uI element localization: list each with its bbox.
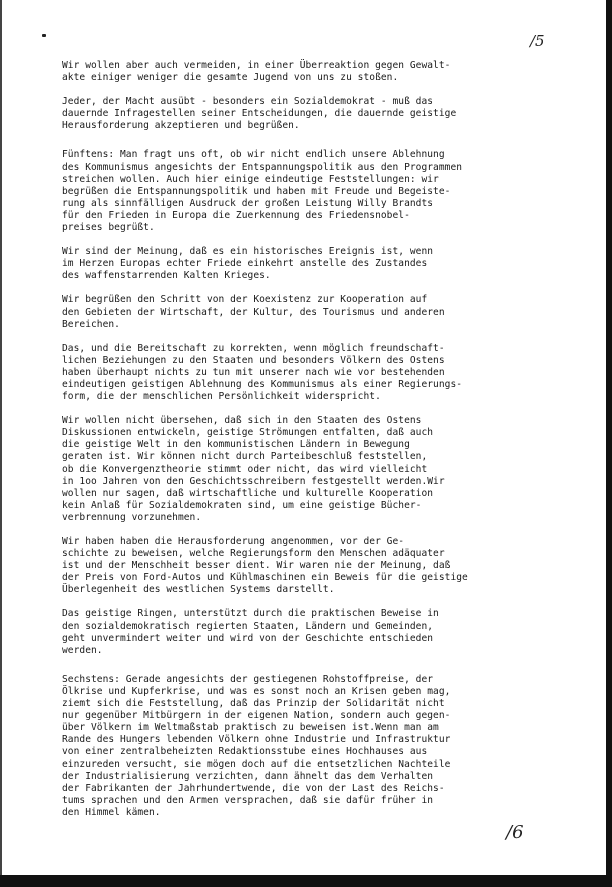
text-line: geraten ist. Wir können nicht durch Parteibeschluß feststellen, xyxy=(62,451,428,463)
text-line: des waffenstarrenden Kalten Krieges. xyxy=(62,270,271,282)
text-line: akte einiger weniger die gesamte Jugend von uns zu stoßen. xyxy=(62,72,399,84)
scan-border-right xyxy=(606,0,612,887)
text-line: streichen wollen. Auch hier einige eindeutige Feststellungen: wir xyxy=(62,173,439,185)
text-line: den sozialdemokratisch regierten Staaten, Ländern und Gemeinden, xyxy=(62,620,434,632)
text-line: kein Anlaß für Sozialdemokraten sind, um eine geistige Bücher- xyxy=(62,499,422,511)
text-line: Wir begrüßen den Schritt von der Koexistenz zur Kooperation auf xyxy=(62,294,428,306)
text-line: ziemt sich die Feststellung, daß das Prinzip der Solidarität nicht xyxy=(62,698,445,710)
text-line: Herausforderung akzeptieren und begrüßen. xyxy=(62,120,300,132)
text-line: geht unvermindert weiter und wird von der Geschichte entschieden xyxy=(62,632,434,644)
page-number-bottom: /6 xyxy=(506,822,524,843)
text-line: Fünftens: Man fragt uns oft, ob wir nicht endlich unsere Ablehnung xyxy=(62,149,445,161)
paragraph xyxy=(62,674,567,819)
punch-mark xyxy=(42,34,46,37)
text-line: Das, und die Bereitschaft zu korrekten, wenn möglich freundschaft- xyxy=(62,342,445,354)
text-line: preises begrüßt. xyxy=(62,222,155,234)
text-line: rung als sinnfälligen Ausdruck der großen Leistung Willy Brandts xyxy=(62,197,434,209)
paragraph xyxy=(62,60,567,84)
paragraph xyxy=(62,536,567,596)
text-line: im Herzen Europas echter Friede einkehrt anstelle des Zustandes xyxy=(62,258,428,270)
paragraph xyxy=(62,246,567,282)
text-line: über Völkern im Weltmaßstab praktisch zu beweisen ist.Wenn man am xyxy=(62,722,439,734)
text-line: haben überhaupt nichts zu tun mit unserer nach wie vor bestehenden xyxy=(62,366,445,378)
page-number-top: /5 xyxy=(530,32,545,50)
text-line: ob die Konvergenztheorie stimmt oder nicht, das wird vielleicht xyxy=(62,463,428,475)
text-line: einzureden versucht, sie mögen doch auf die entsetzlichen Nachteile xyxy=(62,758,451,770)
text-line: schichte zu beweisen, welche Regierungsform den Menschen adäquater xyxy=(62,548,445,560)
text-line: Bereichen. xyxy=(62,318,120,330)
text-line: die geistige Welt in den kommunistischen Ländern in Bewegung xyxy=(62,439,410,451)
paragraph xyxy=(62,343,567,403)
text-line: Diskussionen entwickeln, geistige Strömungen entfalten, daß auch xyxy=(62,427,434,439)
text-line: begrüßen die Entspannungspolitik und haben mit Freude und Begeiste- xyxy=(62,185,451,197)
text-line: Das geistige Ringen, unterstützt durch die praktischen Beweise in xyxy=(62,608,439,620)
text-line: Wir wollen nicht übersehen, daß sich in den Staaten des Ostens xyxy=(62,415,422,427)
text-line: von einer zentralbeheizten Redaktionsstube eines Hochhauses aus xyxy=(62,746,428,758)
text-line: Jeder, der Macht ausübt - besonders ein Sozialdemokrat - muß das xyxy=(62,96,434,108)
text-line: der Industrialisierung verzichten, dann ähnelt das dem Verhalten xyxy=(62,770,434,782)
text-line: verbrennung vorzunehmen. xyxy=(62,511,202,523)
text-line: der Preis von Ford-Autos und Kühlmaschinen ein Beweis für die geistige xyxy=(62,572,468,584)
body-text xyxy=(62,60,567,831)
text-line: tums sprachen und den Armen versprachen, daß sie dafür früher in xyxy=(62,794,434,806)
text-line: Wir haben haben die Herausforderung angenommen, vor der Ge- xyxy=(62,536,405,547)
paragraph xyxy=(62,294,567,330)
paragraph xyxy=(62,96,567,132)
text-line: dauernde Infragestellen seiner Entscheidungen, die dauernde geistige xyxy=(62,108,457,120)
text-line: eindeutigen geistigen Ablehnung des Kommunismus als einer Regierungs- xyxy=(62,378,463,390)
text-line: für den Frieden in Europa die Zuerkennung des Friedensnobel- xyxy=(62,209,410,221)
text-line: ist und der Menschheit besser dient. Wir waren nie der Meinung, daß xyxy=(62,560,451,572)
scan-border-bottom xyxy=(0,875,612,887)
text-line: form, die der menschlichen Persönlichkeit widerspricht. xyxy=(62,391,381,403)
text-line: Wir wollen aber auch vermeiden, in einer Überreaktion gegen Gewalt- xyxy=(62,60,451,71)
text-line: der Fabrikanten der Jahrhundertwende, die von der Last des Reichs- xyxy=(62,782,445,794)
paragraph xyxy=(62,608,567,656)
text-line: in 1oo Jahren von den Geschichtsschreibern festgestellt werden.Wir xyxy=(62,475,445,487)
text-line: den Gebieten der Wirtschaft, der Kultur, des Tourismus und anderen xyxy=(62,306,445,318)
text-line: Rande des Hungers lebenden Völkern ohne Industrie und Infrastruktur xyxy=(62,734,451,746)
text-line: Sechstens: Gerade angesichts der gestiegenen Rohstoffpreise, der xyxy=(62,673,434,685)
text-line: Wir sind der Meinung, daß es ein historisches Ereignis ist, wenn xyxy=(62,246,434,258)
scan-border-left xyxy=(0,0,2,887)
paragraph xyxy=(62,415,567,524)
paragraph xyxy=(62,149,567,234)
text-line: des Kommunismus angesichts der Entspannungspolitik aus den Programmen xyxy=(62,161,463,173)
text-line: den Himmel kämen. xyxy=(62,806,161,818)
text-line: lichen Beziehungen zu den Staaten und besonders Völkern des Ostens xyxy=(62,354,445,366)
text-line: Überlegenheit des westlichen Systems darstellt. xyxy=(62,584,335,596)
text-line: Ölkrise und Kupferkrise, und was es sonst noch an Krisen geben mag, xyxy=(62,685,451,697)
text-line: wollen nur sagen, daß wirtschaftliche und kulturelle Kooperation xyxy=(62,487,434,499)
text-line: werden. xyxy=(62,644,103,656)
text-line: nur gegenüber Mitbürgern in der eigenen Nation, sondern auch gegen- xyxy=(62,710,451,722)
